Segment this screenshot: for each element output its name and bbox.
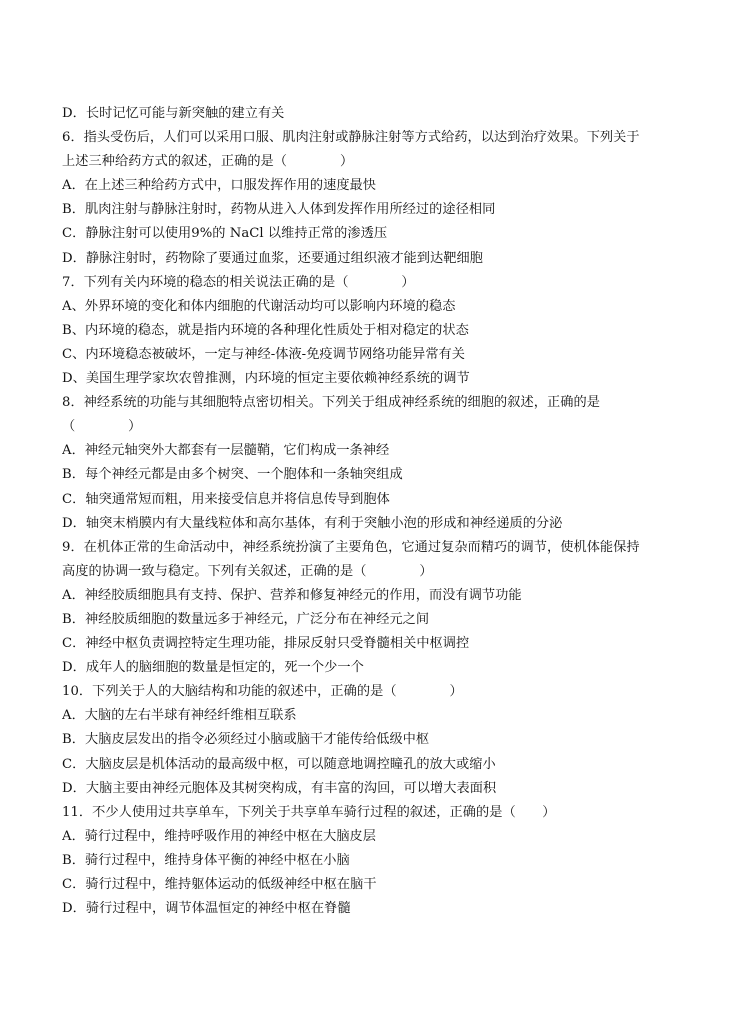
q8-stem-line2: （ ） (62, 419, 142, 435)
q11-stem: 11．不少人使用过共享单车，下列关于共享单车骑行过程的叙述，正确的是（ ） (62, 804, 556, 820)
q7-option-d: D、美国生理学家坎农曾推测，内环境的恒定主要依赖神经系统的调节 (62, 371, 470, 387)
q11-option-d: D．骑行过程中，调节体温恒定的神经中枢在脊髓 (62, 901, 351, 917)
q10-option-b: B．大脑皮层发出的指令必须经过小脑或脑干才能传给低级中枢 (62, 732, 430, 748)
q7-option-a: A、外界环境的变化和体内细胞的代谢活动均可以影响内环境的稳态 (62, 298, 456, 314)
q8-option-b: B．每个神经元都是由多个树突、一个胞体和一条轴突组成 (62, 467, 403, 483)
q10-option-c: C．大脑皮层是机体活动的最高级中枢，可以随意地调控瞳孔的放大或缩小 (62, 756, 496, 772)
q8-option-c: C．轴突通常短而粗，用来接受信息并将信息传导到胞体 (62, 491, 390, 507)
q7-option-b: B、内环境的稳态，就是指内环境的各种理化性质处于相对稳定的状态 (62, 322, 469, 338)
q6-option-c: C．静脉注射可以使用9%的 NaCl 以维持正常的渗透压 (62, 226, 388, 242)
question-list (62, 102, 680, 921)
q9-option-b: B．神经胶质细胞的数量远多于神经元，广泛分布在神经元之间 (62, 611, 430, 627)
q8-stem-line1: 8．神经系统的功能与其细胞特点密切相关。下列关于组成神经系统的细胞的叙述，正确的是 (62, 395, 600, 411)
q9-option-d: D．成年人的脑细胞的数量是恒定的，死一个少一个 (62, 660, 364, 676)
q11-option-c: C．骑行过程中，维持躯体运动的低级神经中枢在脑干 (62, 877, 377, 892)
q6-stem-line1: 6．指头受伤后，人们可以采用口服、肌肉注射或静脉注射等方式给药，以达到治疗效果。下列关于 (62, 130, 640, 146)
q10-option-d: D．大脑主要由神经元胞体及其树突构成，有丰富的沟回，可以增大表面积 (62, 780, 497, 796)
q8-option-d: D．轴突末梢膜内有大量线粒体和高尔基体，有利于突触小泡的形成和神经递质的分泌 (62, 515, 563, 531)
q7-stem: 7．下列有关内环境的稳态的相关说法正确的是（ ） (62, 274, 415, 290)
q9-stem-line2: 高度的协调一致与稳定。下列有关叙述，正确的是（ ） (62, 563, 433, 579)
q6-option-d: D．静脉注射时，药物除了要通过血浆，还要通过组织液才能到达靶细胞 (62, 250, 483, 266)
q6-option-b: B．肌肉注射与静脉注射时，药物从进入人体到发挥作用所经过的途径相同 (62, 202, 496, 218)
q6-stem-line2: 上述三种给药方式的叙述，正确的是（ ） (62, 154, 354, 170)
q10-stem: 10．下列关于人的大脑结构和功能的叙述中，正确的是（ ） (62, 684, 463, 700)
q9-option-a: A．神经胶质细胞具有支持、保护、营养和修复神经元的作用，而没有调节功能 (62, 587, 522, 603)
q7-option-c: C、内环境稳态被破坏，一定与神经-体液-免疫调节网络功能异常有关 (62, 346, 466, 362)
q8-option-a: A．神经元轴突外大都套有一层髓鞘，它们构成一条神经 (62, 443, 390, 459)
q9-option-c: C．神经中枢负责调控特定生理功能，排尿反射只受脊髓相关中枢调控 (62, 636, 470, 652)
q10-option-a: A．大脑的左右半球有神经纤维相互联系 (62, 708, 297, 724)
q5-option-d: D．长时记忆可能与新突触的建立有关 (62, 106, 285, 121)
q11-option-b: B．骑行过程中，维持身体平衡的神经中枢在小脑 (62, 852, 350, 868)
q6-option-a: A．在上述三种给药方式中，口服发挥作用的速度最快 (62, 178, 377, 194)
q11-option-a: A．骑行过程中，维持呼吸作用的神经中枢在大脑皮层 (62, 828, 377, 844)
q9-stem-line1: 9．在机体正常的生命活动中，神经系统扮演了主要角色，它通过复杂而精巧的调节，使机体能保持 (62, 539, 640, 555)
